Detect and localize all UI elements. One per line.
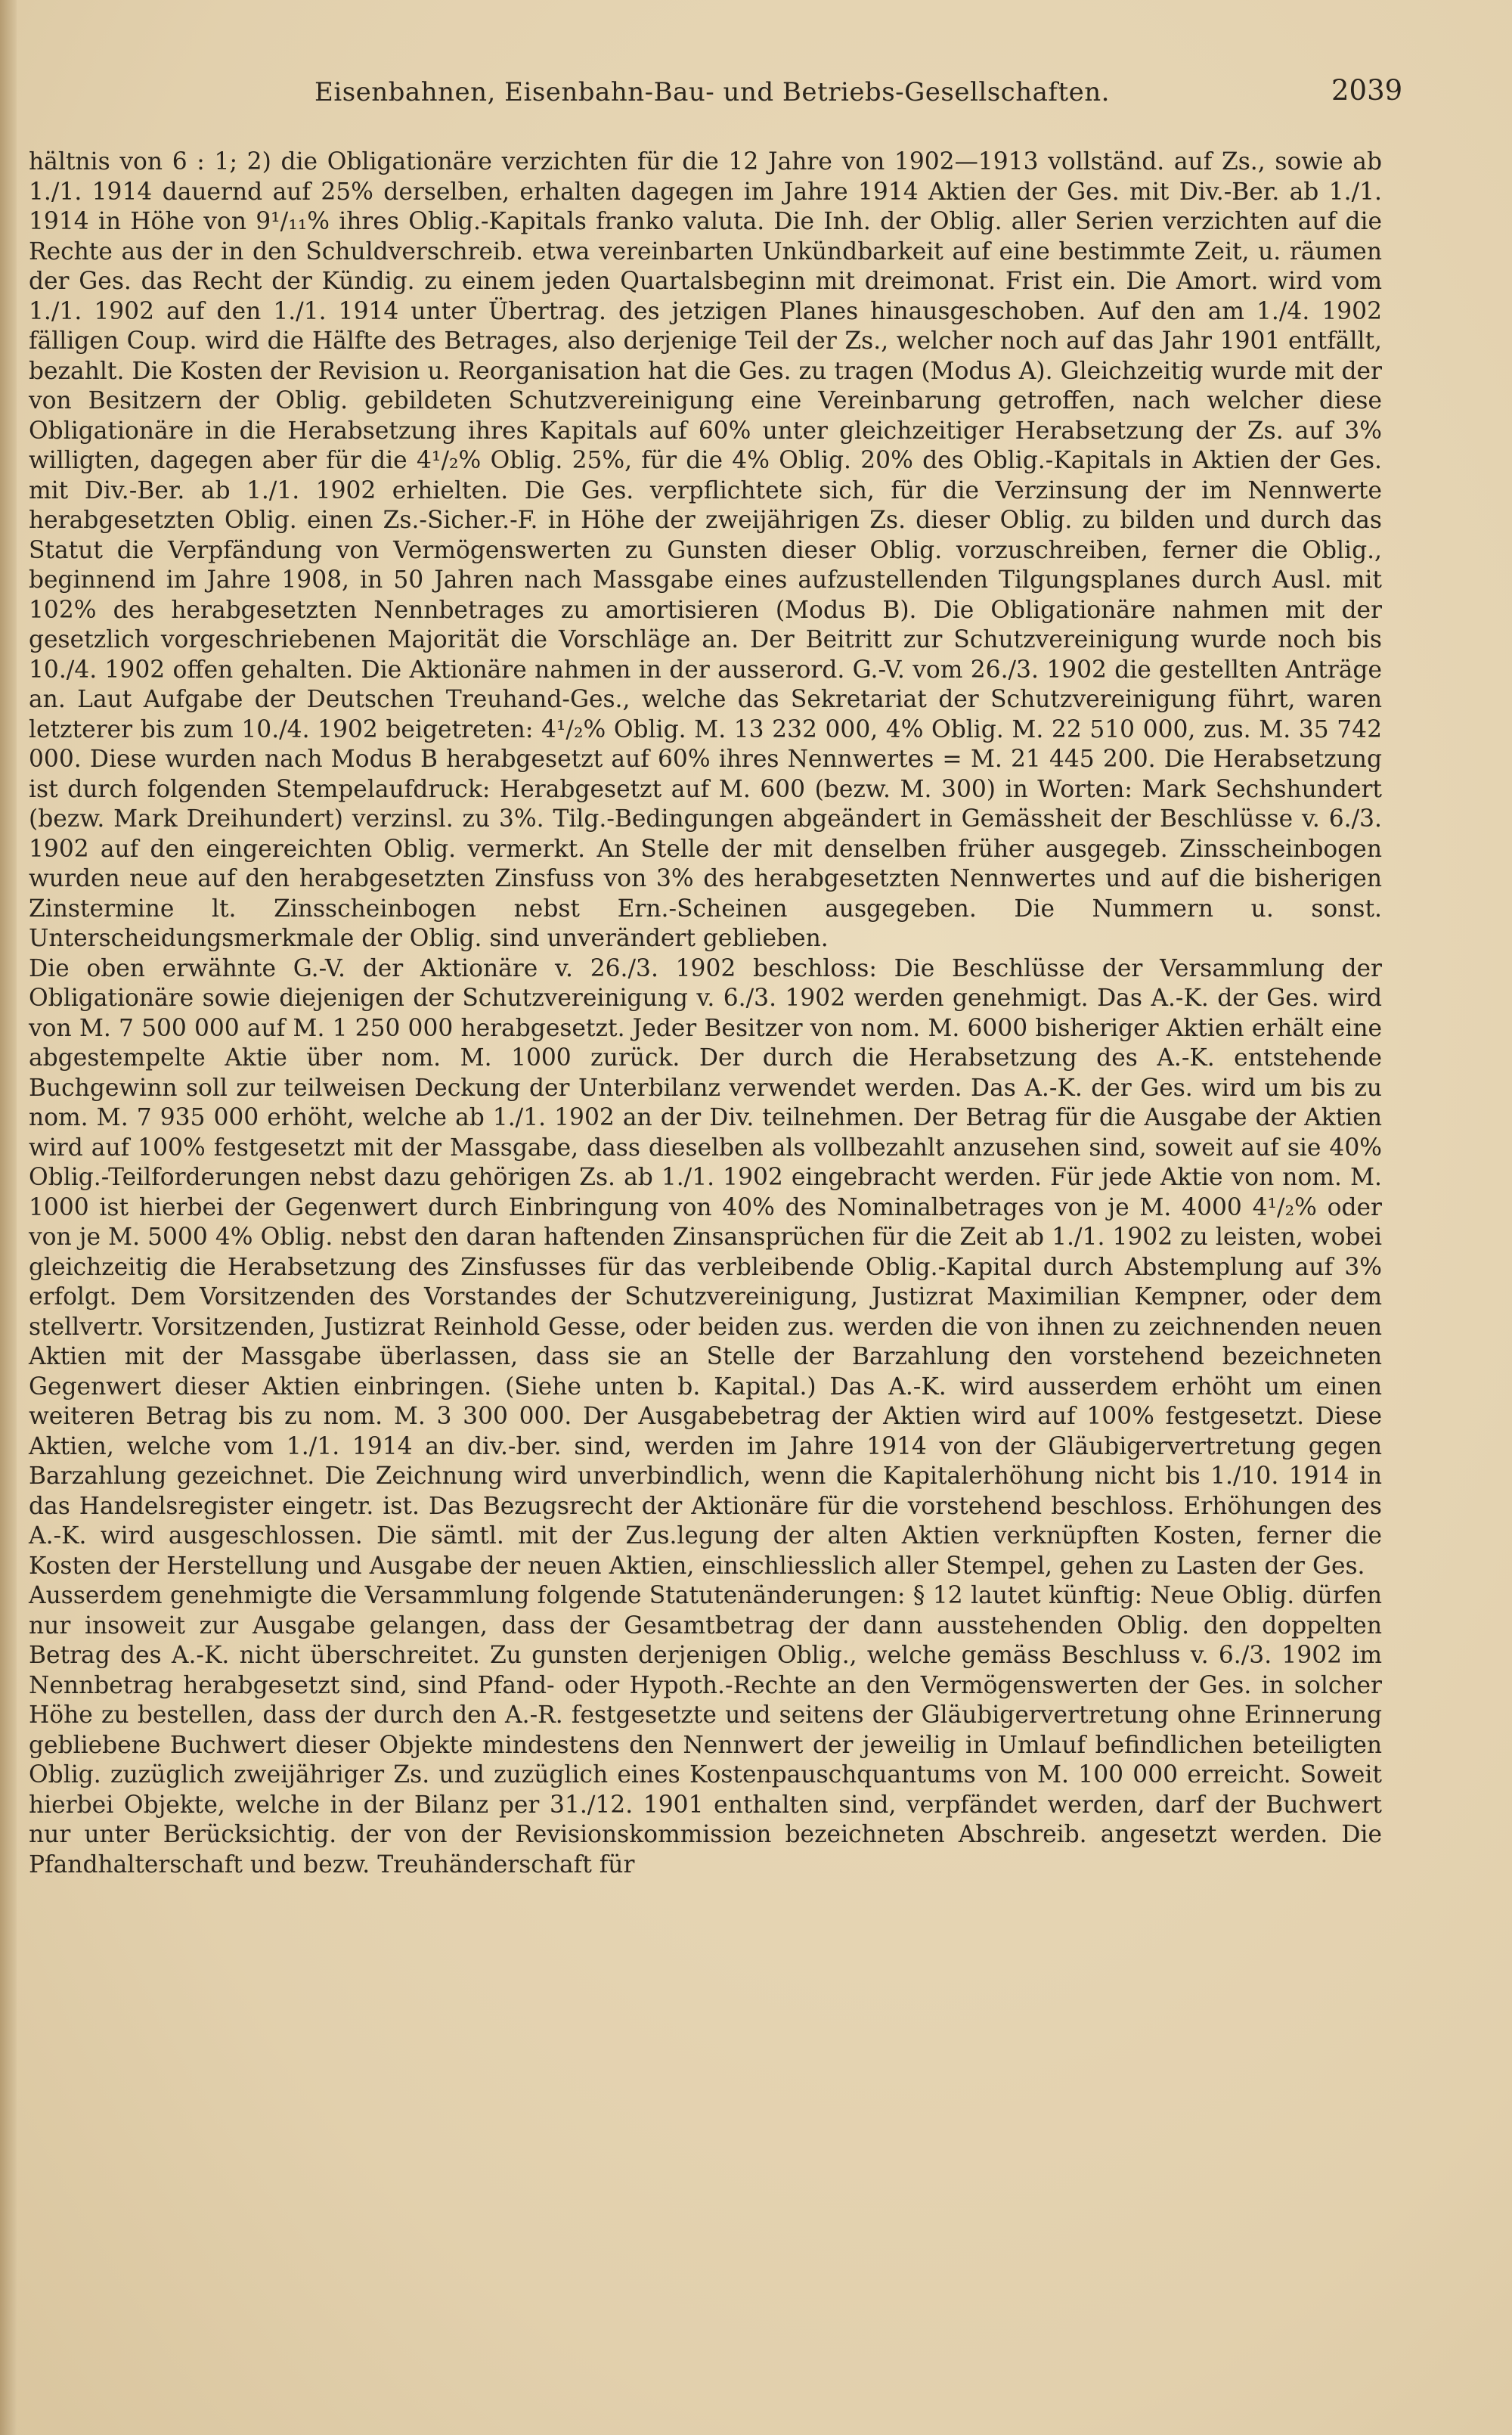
paragraph-1: hältnis von 6 : 1; 2) die Obligationäre verzichten für die 12 Jahre von 1902—1913 vollständ. auf Zs., sowie ab 1./1. 1914 dauernd auf 25% derselben, erhalten dagegen im Jahre 1914 Aktien der Ges. mit Div.-Ber. ab 1./1. 1914 in Höhe von 9¹/₁₁% ihres Oblig.-Kapitals franko valuta. Die Inh. der Oblig. aller Serien verzichten auf die Rechte aus der in den Schuldverschreib. etwa vereinbarten Unkündbarkeit auf eine bestimmte Zeit, u. räumen der Ges. das Recht der Kündig. zu einem jeden Quartalsbeginn mit dreimonat. Frist ein. Die Amort. wird vom 1./1. 1902 auf den 1./1. 1914 unter Übertrag. des jetzigen Planes hinausgeschoben. Auf den am 1./4. 1902 fälligen Coup. wird die Hälfte des Betrages, also derjenige Teil der Zs., welcher noch auf das Jahr 1901 entfällt, bezahlt. Die Kosten der Revision u. Reorganisation hat die Ges. zu tragen (Modus A). Gleichzeitig wurde mit der von Besitzern der Oblig. gebildeten Schutzvereinigung eine Vereinbarung getroffen, nach welcher diese Obligationäre in die Herabsetzung ihres Kapitals auf 60% unter gleichzeitiger Herabsetzung der Zs. auf 3% willigten, dagegen aber für die 4¹/₂% Oblig. 25%, für die 4% Oblig. 20% des Oblig.-Kapitals in Aktien der Ges. mit Div.-Ber. ab 1./1. 1902 erhielten. Die Ges. verpflichtete sich, für die Verzinsung der im Nennwerte herabgesetzten Oblig. einen Zs.-Sicher.-F. in Höhe der zweijährigen Zs. dieser Oblig. zu bilden und durch das Statut die Verpfändung von Vermögenswerten zu Gunsten dieser Oblig. vorzuschreiben, ferner die Oblig., beginnend im Jahre 1908, in 50 Jahren nach Massgabe eines aufzustellenden Tilgungsplanes durch Ausl. mit 102% des herabgesetzten Nennbetrages zu amortisieren (Modus B). Die Obligationäre nahmen mit der gesetzlich vorgeschriebenen Majorität die Vorschläge an. Der Beitritt zur Schutzvereinigung wurde noch bis 10./4. 1902 offen gehalten. Die Aktionäre nahmen in der ausserord. G.-V. vom 26./3. 1902 die gestellten Anträge an. Laut Aufgabe der Deutschen Treuhand-Ges., welche das Sekretariat der Schutzvereinigung führt, waren letzterer bis zum 10./4. 1902 beigetreten: 4¹/₂% Oblig. M. 13 232 000, 4% Oblig. M. 22 510 000, zus. M. 35 742 000. Diese wurden nach Modus B herabgesetzt auf 60% ihres Nennwertes = M. 21 445 200. Die Herabsetzung ist durch folgenden Stempelaufdruck: Herabgesetzt auf M. 600 (bezw. M. 300) in Worten: Mark Sechshundert (bezw. Mark Dreihundert) verzinsl. zu 3%. Tilg.-Bedingungen abgeändert in Gemässheit der Beschlüsse v. 6./3. 1902 auf den eingereichten Oblig. vermerkt. An Stelle der mit denselben früher ausgegeb. Zinsscheinbogen wurden neue auf den herabgesetzten Zinsfuss von 3% des herabgesetzten Nennwertes und auf die bisherigen Zinstermine lt. Zinsscheinbogen nebst Ern.-Scheinen ausgegeben. Die Nummern u. sonst. Unterscheidungsmerkmale der Oblig. sind unverändert geblieben. <box>29 148 1382 952</box>
header-title: Eisenbahnen, Eisenbahn-Bau- und Betriebs-Gesellschaften. <box>314 77 1110 107</box>
body-text <box>29 147 1382 1880</box>
paragraph-3: Ausserdem genehmigte die Versammlung folgende Statutenänderungen: § 12 lautet künftig: Neue Oblig. dürfen nur insoweit zur Ausgabe gelangen, dass der Gesamtbetrag der dann ausstehenden Oblig. den doppelten Betrag des A.-K. nicht überschreitet. Zu gunsten derjenigen Oblig., welche gemäss Beschluss v. 6./3. 1902 im Nennbetrag herabgesetzt sind, sind Pfand- oder Hypoth.-Rechte an den Vermögenswerten der Ges. in solcher Höhe zu bestellen, dass der durch den A.-R. festgesetzte und seitens der Gläubigervertretung ohne Erinnerung gebliebene Buchwert dieser Objekte mindestens den Nennwert der jeweilig in Umlauf befindlichen beteiligten Oblig. zuzüglich zweijähriger Zs. und zuzüglich eines Kostenpauschquantums von M. 100 000 erreicht. Soweit hierbei Objekte, welche in der Bilanz per 31./12. 1901 enthalten sind, verpfändet werden, darf der Buchwert nur unter Berücksichtig. der von der Revisionskommission bezeichneten Abschreib. angesetzt werden. Die Pfandhalterschaft und bezw. Treuhänderschaft für <box>29 1582 1382 1878</box>
page-number: 2039 <box>1331 74 1403 107</box>
page-edge-shadow <box>0 0 17 2435</box>
paragraph-2: Die oben erwähnte G.-V. der Aktionäre v. 26./3. 1902 beschloss: Die Beschlüsse der Versammlung der Obligationäre sowie diejenigen der Schutzvereinigung v. 6./3. 1902 werden genehmigt. Das A.-K. der Ges. wird von M. 7 500 000 auf M. 1 250 000 herabgesetzt. Jeder Besitzer von nom. M. 6000 bisheriger Aktien erhält eine abgestempelte Aktie über nom. M. 1000 zurück. Der durch die Herabsetzung des A.-K. entstehende Buchgewinn soll zur teilweisen Deckung der Unterbilanz verwendet werden. Das A.-K. der Ges. wird um bis zu nom. M. 7 935 000 erhöht, welche ab 1./1. 1902 an der Div. teilnehmen. Der Betrag für die Ausgabe der Aktien wird auf 100% festgesetzt mit der Massgabe, dass dieselben als vollbezahlt anzusehen sind, soweit auf sie 40% Oblig.-Teilforderungen nebst dazu gehörigen Zs. ab 1./1. 1902 eingebracht werden. Für jede Aktie von nom. M. 1000 ist hierbei der Gegenwert durch Einbringung von 40% des Nominalbetrages von je M. 4000 4¹/₂% oder von je M. 5000 4% Oblig. nebst den daran haftenden Zinsansprüchen für die Zeit ab 1./1. 1902 zu leisten, wobei gleichzeitig die Herabsetzung des Zinsfusses für das verbleibende Oblig.-Kapital durch Abstemplung auf 3% erfolgt. Dem Vorsitzenden des Vorstandes der Schutzvereinigung, Justizrat Maximilian Kempner, oder dem stellvertr. Vorsitzenden, Justizrat Reinhold Gesse, oder beiden zus. werden die von ihnen zu zeichnenden neuen Aktien mit der Massgabe überlassen, dass sie an Stelle der Barzahlung den vorstehend bezeichneten Gegenwert dieser Aktien einbringen. (Siehe unten b. Kapital.) Das A.-K. wird ausserdem erhöht um einen weiteren Betrag bis zu nom. M. 3 300 000. Der Ausgabebetrag der Aktien wird auf 100% festgesetzt. Diese Aktien, welche vom 1./1. 1914 an div.-ber. sind, werden im Jahre 1914 von der Gläubigervertretung gegen Barzahlung gezeichnet. Die Zeichnung wird unverbindlich, wenn die Kapitalerhöhung nicht bis 1./10. 1914 in das Handelsregister eingetr. ist. Das Bezugsrecht der Aktionäre für die vorstehend beschloss. Erhöhungen des A.-K. wird ausgeschlossen. Die sämtl. mit der Zus.legung der alten Aktien verknüpften Kosten, ferner die Kosten der Herstellung und Ausgabe der neuen Aktien, einschliesslich aller Stempel, gehen zu Lasten der Ges. <box>29 954 1382 1580</box>
running-header <box>27 67 1403 112</box>
